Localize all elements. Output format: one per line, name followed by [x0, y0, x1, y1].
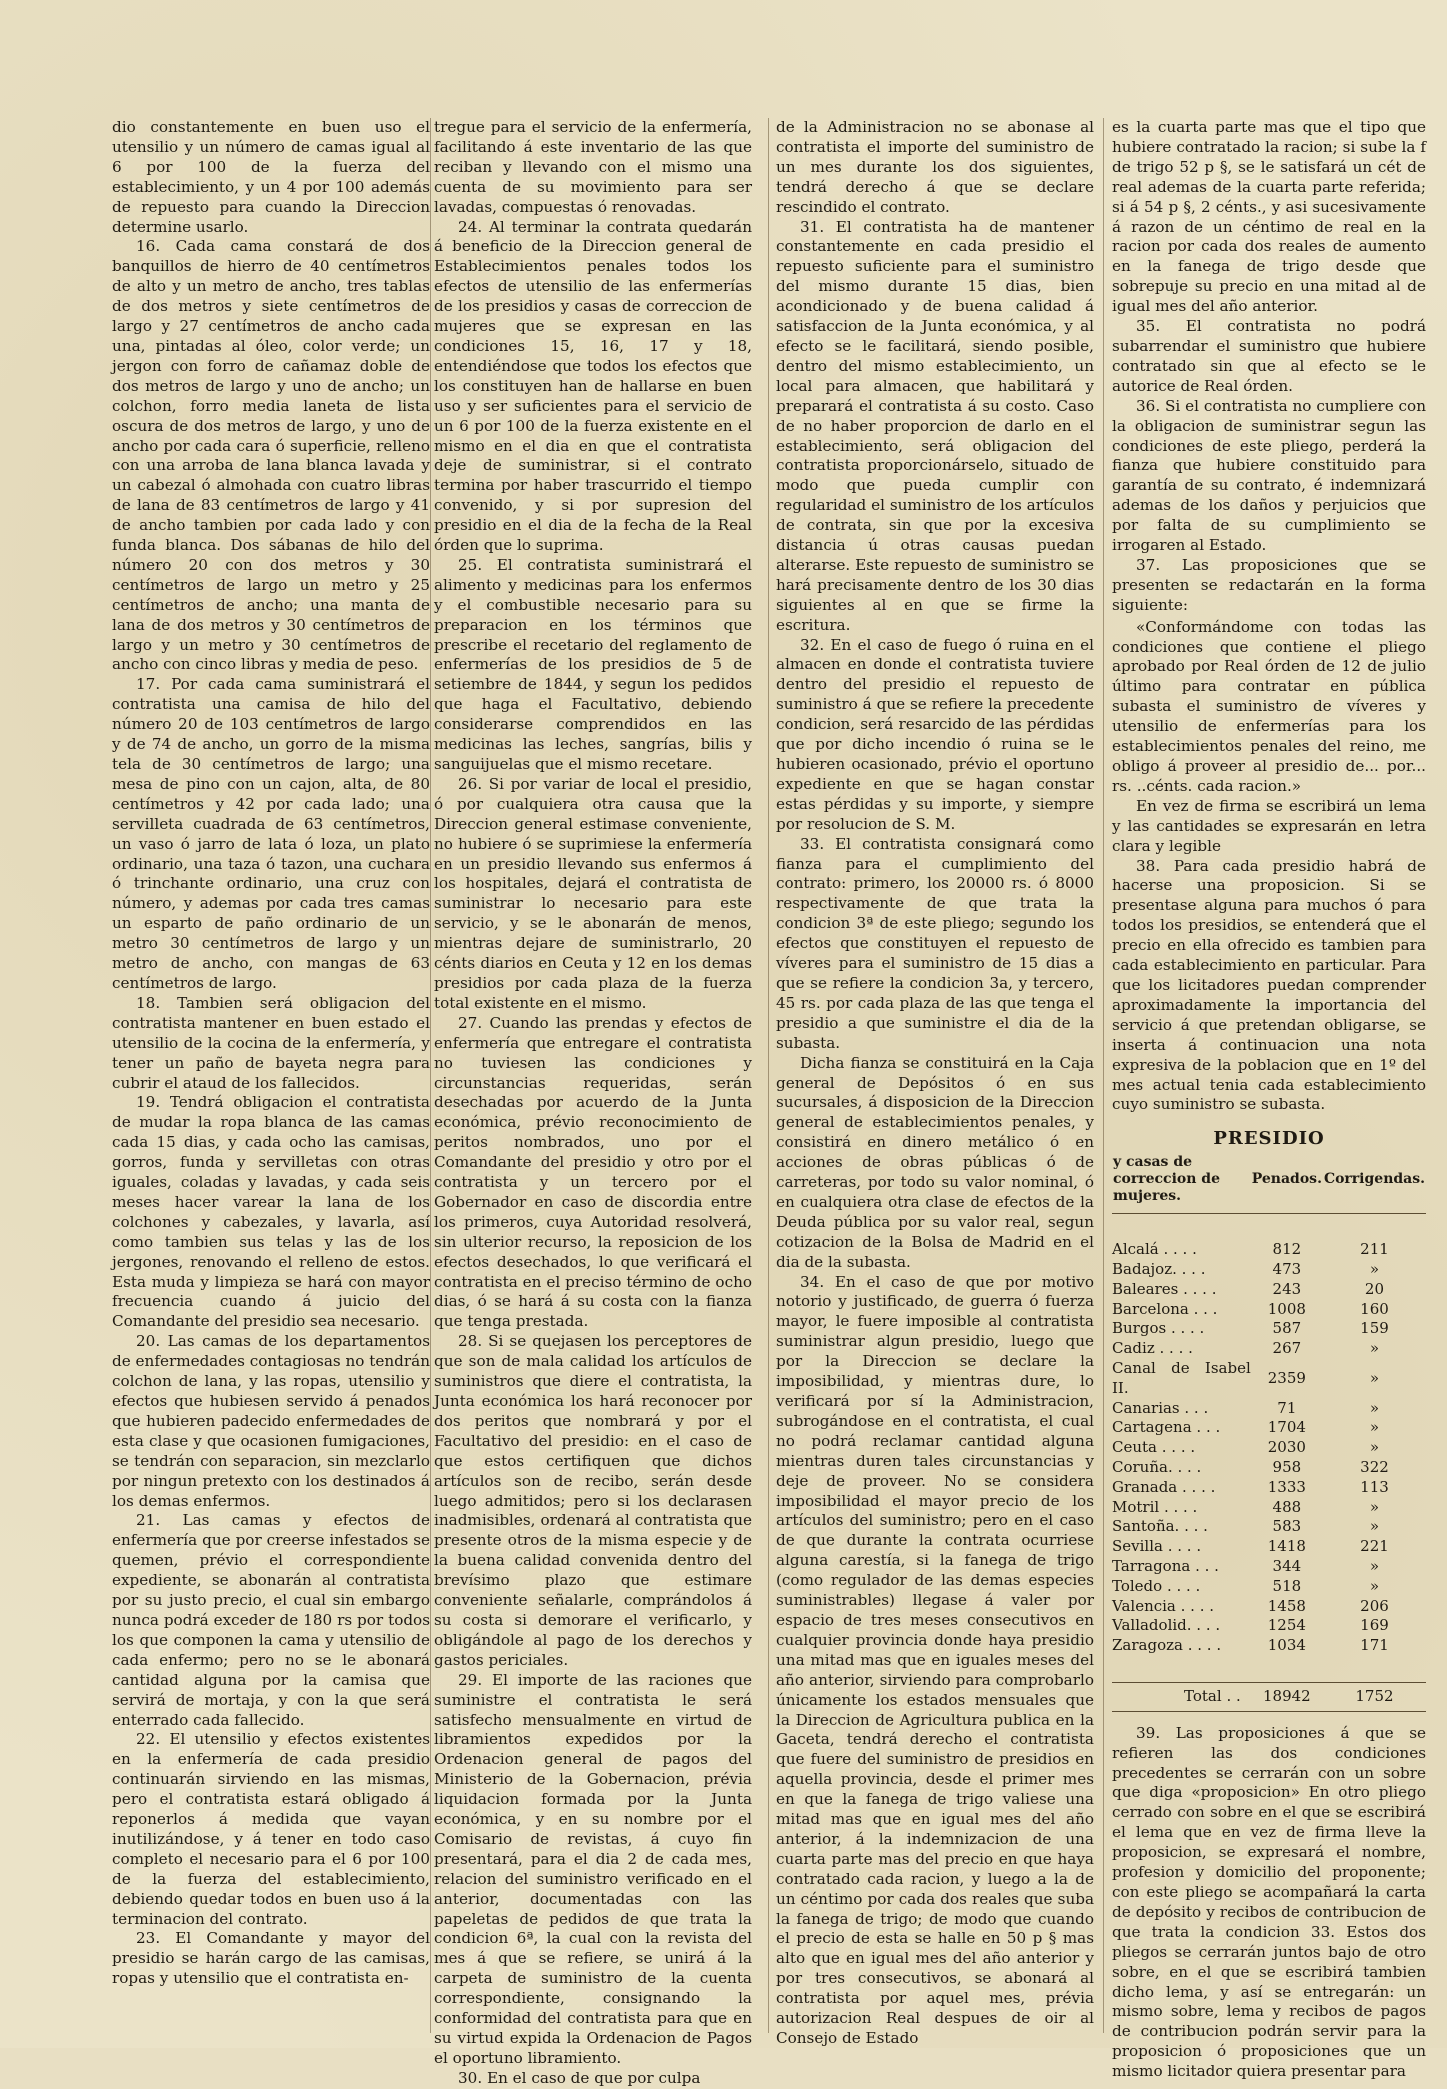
- paragraph: 16. Cada cama constará de dos banquillos de hierro de 40 centímetros de alto y un metro de ancho, tres tablas de dos metros y siete centímetros de largo y 27 centímetros de ancho cada una, pintadas al óleo, color verde; un jergon con forro de cañamaz doble de dos metros de largo y uno de ancho; un colchon, forro media laneta de lista oscura de dos metros de largo, y uno de ancho por cada cara ó superficie, relleno con una arroba de lana blanca lavada y un cabezal ó almohada con cuatro libras de lana de 83 centímetros de largo y 41 de ancho tambien por cada lado y con funda blanca. Dos sábanas de hilo del número 20 con dos metros y 30 centímetros de largo un metro y 25 centímetros de ancho; una manta de lana de dos metros y 30 centímetros de largo y un metro y 30 centímetros de ancho con cinco libras y media de peso.: [112, 237, 430, 674]
- penados-count: 267: [1272, 1339, 1302, 1358]
- paragraph: 22. El utensilio y efectos existentes en la enfermería de cada presidio continuarán sirviendo en las mismas, pero el contratista estará obligado á reponerlos á medida que vayan inutilizándose, y á tener en todo caso completo el necesario para el 6 por 100 de la fuerza del establecimiento, debiendo quedar todos en buen uso á la terminacion del contrato.: [112, 1730, 430, 1928]
- table-body: [1112, 1214, 1426, 1683]
- penados-count: 1254: [1267, 1616, 1306, 1635]
- table-row: [1112, 1359, 1426, 1399]
- paragraph: Dicha fianza se constituirá en la Caja general de Depósitos ó en sus sucursales, á disposicion de la Direccion general de establecimientos penales, y consistirá en dinero metálico ó en acciones de obras públicas ó de carreteras, por todo su valor nominal, ó en cualquiera otra clase de efectos de la Deuda pública por su valor real, segun cotizacion de la Bolsa de Madrid en el dia de la subasta.: [776, 1053, 1094, 1271]
- table-row: [1112, 1399, 1426, 1419]
- corrigendas-count: »: [1369, 1497, 1380, 1516]
- corrigendas-count: »: [1369, 1556, 1380, 1575]
- table-title: PRESIDIO: [1213, 1128, 1325, 1150]
- presidio-name: Barcelona . . .: [1112, 1299, 1218, 1318]
- paragraph: 25. El contratista suministrará el alimento y medicinas para los enfermos y el combustible necesario para su preparacion en los términos que prescribe el recetario del reglamento de enfermerías de los presidios de 5 de setiembre de 1844, y segun los pedidos que haga el Facultativo, debiendo considerarse comprendidos en las medicinas las leches, sangrías, bilis y sanguijuelas que el mismo recetare.: [434, 555, 752, 773]
- table-row: [1112, 1498, 1426, 1518]
- presidio-name: Tarragona . . .: [1112, 1556, 1219, 1575]
- total-label: Total . .: [1112, 1682, 1251, 1711]
- penados-count: 1333: [1267, 1477, 1306, 1496]
- total-corrigendas: 1752: [1323, 1682, 1426, 1711]
- paragraph: de la Administracion no se abonase al contratista el importe del suministro de un mes durante los dos siguientes, tendrá derecho á que se declare rescindido el contrato.: [776, 118, 1094, 216]
- column-rule: [430, 118, 431, 2033]
- paragraph: 28. Si se quejasen los perceptores de que son de mala calidad los artículos de suministros que diere el contratista, la Junta económica los hará reconocer por dos peritos que nombrará y por el Facultativo del presidio: en el caso de que estos certifiquen que dichos artículos son de recibo, serán desde luego admitidos; pero si los declarasen inadmisibles, ordenará al contratista que presente otros de la misma especie y de la buena calidad convenida dentro del brevísimo plazo que estimare conveniente señalarle, comprándolos á su costa si demorare el verificarlo, y obligándole al pago de los derechos y gastos periciales.: [434, 1332, 752, 1669]
- penados-count: 473: [1272, 1260, 1302, 1279]
- corrigendas-count: 159: [1360, 1319, 1389, 1338]
- presidio-name: Coruña. . . .: [1112, 1457, 1202, 1476]
- presidio-name: Burgos . . . .: [1112, 1319, 1205, 1338]
- corrigendas-count: »: [1369, 1418, 1380, 1437]
- presidio-name: Motril . . . .: [1112, 1497, 1198, 1516]
- penados-count: 1418: [1267, 1537, 1306, 1556]
- penados-count: 2359: [1267, 1368, 1306, 1387]
- penados-count: 1034: [1267, 1636, 1306, 1655]
- paragraph: 18. Tambien será obligacion del contratista mantener en buen estado el utensilio de la cocina de la enfermería, y tener un paño de bayeta negra para cubrir el ataud de los fallecidos.: [112, 993, 430, 1092]
- presidio-name: Valencia . . . .: [1112, 1596, 1215, 1615]
- text-column-4: [1112, 118, 1426, 2081]
- paragraph: tregue para el servicio de la enfermería, facilitando á este inventario de las que reciban y llevando con el mismo una cuenta de su movimiento para ser lavadas, compuestas ó renovadas.: [434, 118, 752, 216]
- col-header-penados: Penados.: [1251, 1153, 1323, 1214]
- penados-count: 1008: [1267, 1299, 1306, 1318]
- presidio-name: Valladolid. . . .: [1112, 1616, 1221, 1635]
- penados-count: 243: [1272, 1279, 1302, 1298]
- table-row: [1112, 1517, 1426, 1537]
- paragraph: 20. Las camas de los departamentos de enfermedades contagiosas no tendrán colchon de lana, y las ropas, utensilio y efectos que hubiesen servido á penados que hubieren padecido enfermedades de esta clase y que ocasionen fumigaciones, se tendrán con separacion, sin mezclarlo por ningun pretexto con los destinados á los demas enfermos.: [112, 1332, 430, 1510]
- table-row: [1112, 1557, 1426, 1577]
- presidio-name: Toledo . . . .: [1112, 1576, 1201, 1595]
- column-rule: [1103, 118, 1104, 2033]
- penados-count: 518: [1272, 1576, 1302, 1595]
- paragraph: 38. Para cada presidio habrá de hacerse una proposicion. Si se presentase alguna para muchos ó para todos los presidios, se entenderá que el precio en ella ofrecido es tambien para cada establecimiento en particular. Para que los licitadores puedan comprender aproximadamente la importancia del servicio á que pretendan obligarse, se inserta á continuacion una nota expresiva de la poblacion que en 1º del mes actual tenia cada establecimiento cuyo suministro se subasta.: [1112, 856, 1426, 1114]
- penados-count: 587: [1272, 1319, 1302, 1338]
- corrigendas-count: 169: [1360, 1616, 1389, 1635]
- corrigendas-count: 113: [1360, 1477, 1389, 1496]
- corrigendas-count: 20: [1364, 1279, 1385, 1298]
- paragraph: dio constantemente en buen uso el utensilio y un número de camas igual al 6 por 100 de la fuerza del establecimiento, y un 4 por 100 además de repuesto para cuando la Direccion determine usarlo.: [112, 118, 430, 236]
- total-penados: 18942: [1251, 1682, 1323, 1711]
- table-row: [1112, 1616, 1426, 1636]
- penados-count: 1458: [1267, 1596, 1306, 1615]
- corrigendas-count: 322: [1360, 1457, 1389, 1476]
- paragraph: es la cuarta parte mas que el tipo que hubiere contratado la racion; si sube la f de trigo 52 p §, se le satisfará un cét de real ademas de la cuarta parte referida; si á 54 p §, 2 cénts., y asi sucesivamente á razon de un céntimo de real en la racion por cada dos reales de aumento en la fanega de trigo desde que sobrepuje su precio en una mitad al de igual mes del año anterior.: [1112, 118, 1426, 316]
- corrigendas-count: 160: [1360, 1299, 1389, 1318]
- text-column-3: [776, 118, 1094, 2047]
- paragraph: 27. Cuando las prendas y efectos de enfermería que entregare el contratista no tuviesen las condiciones y circunstancias requeridas, serán desechadas por acuerdo de la Junta económica, prévio reconocimiento de peritos nombrados, uno por el Comandante del presidio y otro por el contratista y un tercero por el Gobernador en caso de discordia entre los primeros, cuya Autoridad resolverá, sin ulterior recurso, la reposicion de los efectos desechados, lo que verificará el contratista en el preciso término de ocho dias, ó se hará á su costa con la fianza que tenga prestada.: [434, 1013, 752, 1331]
- corrigendas-count: 221: [1360, 1537, 1389, 1556]
- table-row: [1112, 1280, 1426, 1300]
- table-row: [1112, 1438, 1426, 1458]
- paragraph: 26. Si por variar de local el presidio, ó por cualquiera otra causa que la Direccion general estimase conveniente, no hubiere ó se suprimiese la enfermería en un presidio llevando sus enfermos á los hospitales, dejará el contratista de suministrar lo necesario para este servicio, y se le abonarán de menos, mientras dejare de suministrarlo, 20 cénts diarios en Ceuta y 12 en los demas presidios por cada plaza de la fuerza total existente en el mismo.: [434, 774, 752, 1012]
- corrigendas-count: 206: [1360, 1596, 1389, 1615]
- paragraph: 17. Por cada cama suministrará el contratista una camisa de hilo del número 20 de 103 centímetros de largo y de 74 de ancho, un gorro de la misma tela de 30 centímetros de largo; una mesa de pino con un cajon, alta, de 80 centímetros y 42 por cada lado; una servilleta cuadrada de 63 centímetros, un vaso ó jarro de lata ó loza, un plato ordinario, una taza ó tazon, una cuchara ó trinchante ordinario, una cruz con número, y ademas por cada tres camas un esparto de paño ordinario de un metro 30 centímetros de largo y un metro de ancho, con mangas de 63 centímetros de largo.: [112, 675, 430, 992]
- presidio-name: Badajoz. . . .: [1112, 1260, 1206, 1279]
- paragraph: 33. El contratista consignará como fianza para el cumplimiento del contrato: primero, los 20000 rs. ó 8000 respectivamente de que trata la condicion 3ª de este pliego; segundo los efectos que constituyen el repuesto de víveres para el suministro de 15 dias a que se refiere la condicion 3a, y tercero, 45 rs. por cada plaza de las que tenga el presidio a que suministre el dia de la subasta.: [776, 834, 1094, 1052]
- text-column-2: [434, 118, 752, 2087]
- penados-count: 958: [1272, 1457, 1302, 1476]
- presidio-name: Canal de Isabel II.: [1112, 1359, 1251, 1397]
- penados-count: 488: [1272, 1497, 1302, 1516]
- total-row: [1112, 1682, 1426, 1711]
- paragraph: 19. Tendrá obligacion el contratista de mudar la ropa blanca de las camas cada 15 dias, y cada ocho las camisas, gorros, funda y servilletas con otras iguales, coladas y lavadas, y cada seis meses hacer varear la lana de los colchones y cabezales, y lavarla, así como tambien sus telas y las de los jergones, renovando el relleno de estos. Esta muda y limpieza se hará con mayor frecuencia cuando á juicio del Comandante del presidio sea necesario.: [112, 1093, 430, 1331]
- table-row: [1112, 1458, 1426, 1478]
- table-row: [1112, 1636, 1426, 1656]
- table-row: [1112, 1597, 1426, 1617]
- table-row: [1112, 1537, 1426, 1557]
- paragraph: 34. En el caso de que por motivo notorio y justificado, de guerra ó fuerza mayor, le fuere imposible al contratista suministrar algun presidio, luego que por la Direccion se declare la imposibilidad, y mientras dure, lo verificará por sí la Administracion, subrogándose en el contratista, el cual no podrá reclamar cantidad alguna mientras duren tales circunstancias y deje de proveer. No se considera imposibilidad el mayor precio de los artículos del suministro; pero en el caso de que durante la contrata ocurriese alguna carestía, si la fanega de trigo (como regulador de las demas especies suministrables) llegase á valer por espacio de tres meses consecutivos en cualquier provincia donde haya presidio una mitad mas que en iguales meses del año anterior, sirviendo para comprobarlo únicamente los estados mensuales que la Direccion de Agricultura publica en la Gaceta, tendrá derecho el contratista que fuere del suministro de presidios en aquella provincia, desde el primer mes en que la fanega de trigo valiese una mitad mas que en igual mes del año anterior, á la indemnizacion de una cuarta parte mas del precio en que haya contratado cada racion, y luego a la de un céntimo por cada dos reales que suba la fanega de trigo; de modo que cuando el precio de esta se halle en 50 p § mas alto que en igual mes del año anterior y por tres consecutivos, se abonará al contratista por aquel mes, prévia autorizacion Real despues de oir al Consejo de Estado: [776, 1272, 1094, 2047]
- presidio-name: Baleares . . . .: [1112, 1279, 1217, 1298]
- table-row: [1112, 1240, 1426, 1260]
- paragraph: 29. El importe de las raciones que suministre el contratista le será satisfecho mensualmente en virtud de libramientos expedidos por la Ordenacion general de pagos del Ministerio de la Gobernacion, prévia liquidacion formada por la Junta económica, y en su nombre por el Comisario de revistas, á cuyo fin presentará, para el dia 2 de cada mes, relacion del suministro verificado en el anterior, documentadas con las papeletas de pedidos de que trata la condicion 6ª, la cual con la revista del mes á que se refiere, se unirá á la carpeta de suministro de la cuenta correspondiente, consignando la conformidad del contratista para que en su virtud expida la Ordenacion de Pagos el oportuno libramiento.: [434, 1670, 752, 2067]
- penados-count: 583: [1272, 1517, 1302, 1536]
- presidio-name: Cartagena . . .: [1112, 1418, 1221, 1437]
- paragraph: 24. Al terminar la contrata quedarán á beneficio de la Direccion general de Establecimientos penales todos los efectos de utensilio de las enfermerías de los presidios y casas de correccion de mujeres que se expresan en las condiciones 15, 16, 17 y 18, entendiéndose que todos los efectos que los constituyen han de hallarse en buen uso y ser suficientes para el servicio de un 6 por 100 de la fuerza existente en el mismo en el dia en que el contratista deje de suministrar, si el contrato termina por haber trascurrido el tiempo convenido, y si por supresion del presidio en el dia de la fecha de la Real órden que lo suprima.: [434, 217, 752, 555]
- table-row: [1112, 1260, 1426, 1280]
- presidio-name: Alcalá . . . .: [1112, 1240, 1197, 1259]
- penados-count: 71: [1277, 1398, 1297, 1417]
- paragraph: 30. En el caso de que por culpa: [458, 2068, 701, 2087]
- paragraph: En vez de firma se escribirá un lema y las cantidades se expresarán en letra clara y legible: [1112, 796, 1426, 855]
- corrigendas-count: »: [1369, 1576, 1380, 1595]
- corrigendas-count: 171: [1360, 1636, 1389, 1655]
- corrigendas-count: »: [1369, 1398, 1380, 1417]
- paragraph: 39. Las proposiciones á que se refieren las dos condiciones precedentes se cerrarán con un sobre que diga «proposicion» En otro pliego cerrado con sobre en el que se escribirá el lema que en vez de firma lleve la proposicion, se expresará el nombre, profesion y domicilio del proponente; con este pliego se acompañará la carta de depósito y recibos de contribucion de que trata la condicion 33. Estos dos pliegos se cerrarán juntos bajo de otro sobre, en el que se escribirá tambien dicho lema, y así se entregarán: un mismo sobre, lema y recibos de pagos de contribucion podrán servir para la proposicion ó proposiciones que un mismo licitador quiera presentar para: [1112, 1723, 1426, 2081]
- table-row: [1112, 1577, 1426, 1597]
- text-column-1: [112, 118, 430, 2038]
- penados-count: 812: [1272, 1240, 1302, 1259]
- presidio-name: Canarias . . .: [1112, 1398, 1209, 1417]
- paragraph: 21. Las camas y efectos de enfermería que por creerse infestados se quemen, prévio el correspondiente expediente, se abonarán al contratista por su justo precio, el cual sin embargo nunca podrá exceder de 180 rs por todos los que componen la cama y utensilio de cada enfermo; pero no se le abonará cantidad alguna por la camisa que servirá de mortaja, y con la que será enterrado cada fallecido.: [112, 1511, 430, 1729]
- corrigendas-count: »: [1369, 1517, 1380, 1536]
- presidio-name: Cadiz . . . .: [1112, 1339, 1193, 1358]
- presidio-name: Ceuta . . . .: [1112, 1438, 1196, 1457]
- penados-count: 344: [1272, 1556, 1302, 1575]
- presidio-name: Sevilla . . . .: [1112, 1537, 1202, 1556]
- presidio-name: Santoña. . . .: [1112, 1517, 1208, 1536]
- corrigendas-count: »: [1369, 1260, 1380, 1279]
- table-row: [1112, 1418, 1426, 1438]
- table-row: [1112, 1478, 1426, 1498]
- column-rule: [768, 118, 769, 2033]
- corrigendas-count: »: [1369, 1438, 1380, 1457]
- column-4-paragraphs: [1112, 118, 1426, 1115]
- table-row: [1112, 1339, 1426, 1359]
- table-row: [1112, 1319, 1426, 1339]
- col-header-presidio: y casas de correccion de mujeres.: [1112, 1153, 1251, 1214]
- presidio-name: Zaragoza . . . .: [1112, 1636, 1222, 1655]
- paragraph: 23. El Comandante y mayor del presidio se harán cargo de las camisas, ropas y utensilio que el contratista en-: [112, 1929, 430, 1988]
- paragraph: 35. El contratista no podrá subarrendar el suministro que hubiere contratado sin que al efecto se le autorice de Real órden.: [1112, 317, 1426, 395]
- column-4-after-table: [1112, 1724, 1426, 2082]
- corrigendas-count: 211: [1360, 1240, 1389, 1259]
- paragraph: 37. Las proposiciones que se presenten se redactarán en la forma siguiente:: [1112, 555, 1426, 614]
- presidio-population-table: [1112, 1153, 1426, 1712]
- penados-count: 2030: [1267, 1438, 1306, 1457]
- corrigendas-count: »: [1369, 1368, 1380, 1387]
- corrigendas-count: »: [1369, 1339, 1380, 1358]
- table-row: [1112, 1300, 1426, 1320]
- paragraph: 31. El contratista ha de mantener constantemente en cada presidio el repuesto suficiente para el suministro del mismo durante 15 dias, bien acondicionado y de buena calidad á satisfaccion de la Junta económica, y al efecto se le facilitará, siendo posible, dentro del mismo establecimiento, un local para almacen, que habilitará y preparará el contratista á su costo. Caso de no haber proporcion de darlo en el establecimiento, será obligacion del contratista proporcionárselo, situado de modo que pueda cumplir con regularidad el suministro de los artículos de contrata, sin que por la excesiva distancia ú otras causas puedan alterarse. Este repuesto de suministro se hará precisamente dentro de los 30 dias siguientes al en que se firme la escritura.: [776, 217, 1094, 634]
- paragraph: «Conformándome con todas las condiciones que contiene el pliego aprobado por Real órden de 12 de julio último para contratar en pública subasta el suministro de víveres y utensilio de enfermerías para los establecimientos penales del reino, me obligo á proveer al presidio de... por... rs. ..cénts. cada racion.»: [1112, 617, 1426, 795]
- col-header-corrigendas: Corrigendas.: [1323, 1153, 1426, 1214]
- presidio-name: Granada . . . .: [1112, 1477, 1216, 1496]
- penados-count: 1704: [1267, 1418, 1306, 1437]
- paragraph: 36. Si el contratista no cumpliere con la obligacion de suministrar segun las condiciones de este pliego, perderá la fianza que hubiere constituido para garantía de su contrato, é indemnizará ademas de los daños y perjuicios que por falta de su cumplimiento se irrogaren al Estado.: [1112, 396, 1426, 555]
- paragraph: 32. En el caso de fuego ó ruina en el almacen en donde el contratista tuviere dentro del presidio el repuesto de suministro á que se refiere la precedente condicion, será resarcido de las pérdidas que por dicho incendio ó ruina se le hubieren ocasionado, prévio el oportuno expediente en que se hagan constar estas pérdidas y su importe, y siempre por resolucion de S. M.: [776, 635, 1094, 833]
